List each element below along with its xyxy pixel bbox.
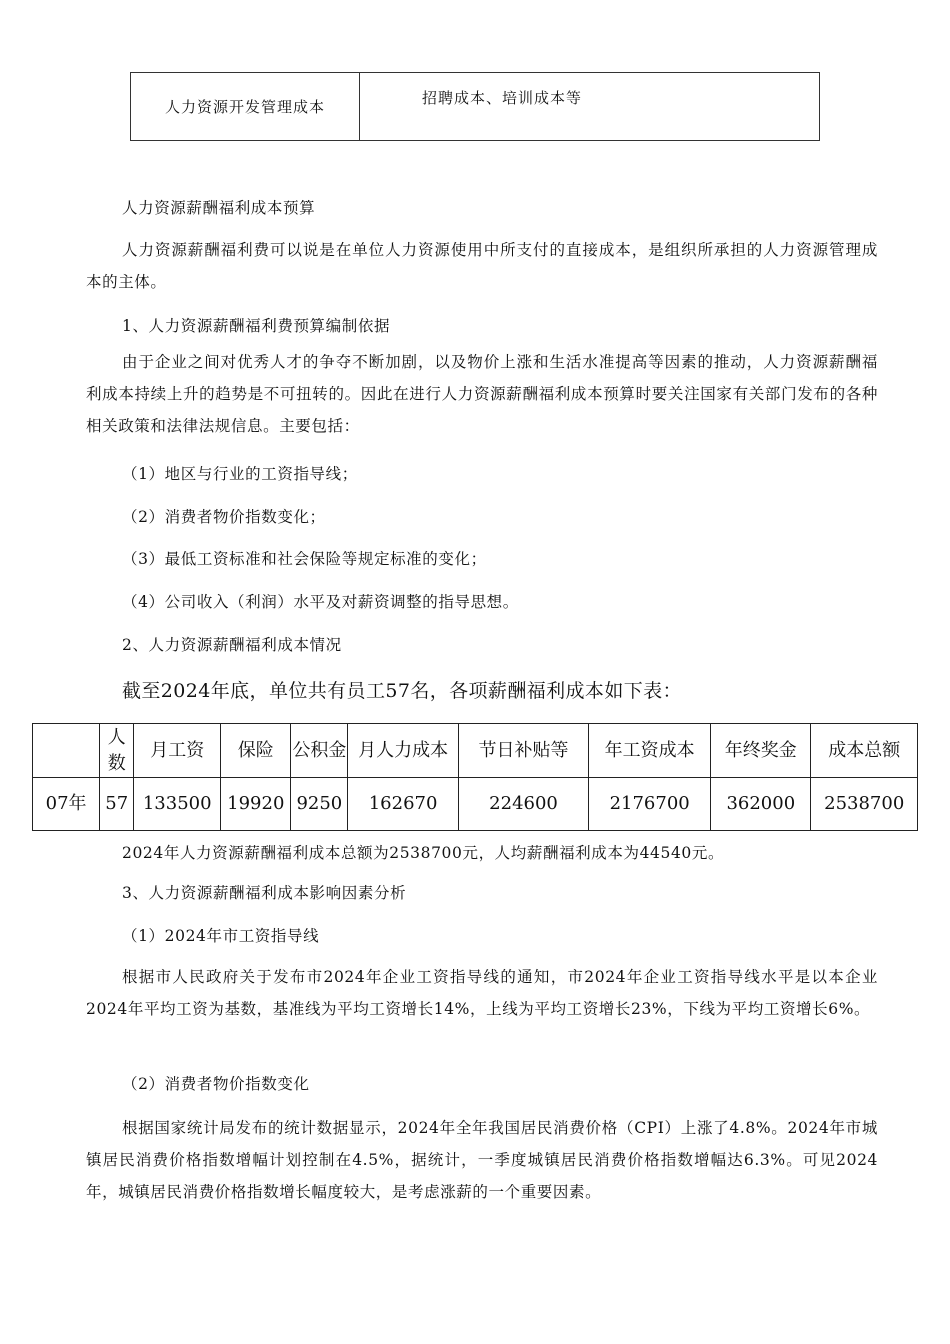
top-cost-table — [130, 72, 820, 141]
cell-headcount: 57 — [100, 778, 134, 831]
heading-1: 1、人力资源薪酬福利费预算编制依据 — [122, 317, 391, 335]
intro-paragraph: 人力资源薪酬福利费可以说是在单位人力资源使用中所支付的直接成本，是组织所承担的人力资源管理成本的主体。 — [86, 241, 878, 291]
header-cell: 公积金 — [291, 724, 348, 778]
cell-total-cost: 2538700 — [811, 778, 918, 831]
section-title: 人力资源薪酬福利成本预算 — [122, 199, 316, 217]
cost-category-label: 人力资源开发管理成本 — [131, 73, 360, 141]
staff-summary-line: 截至2024年底，单位共有员工57名，各项薪酬福利成本如下表： — [122, 680, 682, 702]
header-cell: 年工资成本 — [589, 724, 711, 778]
cpi-paragraph: 根据国家统计局发布的统计数据显示，2024年全年我国居民消费价格（CPI）上涨了4.8%。2024年市城镇居民消费价格指数增幅计划控制在4.5%，据统计，一季度城镇居民消费价格指数增幅达6.3%。可见2024年，城镇居民消费价格指数增长幅度较大，是考虑涨薪的一个重要因素。 — [86, 1119, 878, 1201]
total-cost-line: 2024年人力资源薪酬福利成本总额为2538700元，人均薪酬福利成本为44540元。 — [122, 844, 725, 862]
row-year: 07年 — [33, 778, 100, 831]
cell-monthly-hr-cost: 162670 — [348, 778, 459, 831]
header-cell: 成本总额 — [811, 724, 918, 778]
list-item-1: （1）地区与行业的工资指导线； — [122, 465, 358, 483]
salary-cost-table — [32, 723, 918, 831]
cell-housing-fund: 9250 — [291, 778, 348, 831]
wage-guideline-paragraph: 根据市人民政府关于发布市2024年企业工资指导线的通知，市2024年企业工资指导线水平是以本企业2024年平均工资为基数，基准线为平均工资增长14%，上线为平均工资增长23%，下线为平均工资增长6%。 — [86, 968, 878, 1018]
header-cell — [33, 724, 100, 778]
cell-holiday-subsidy: 224600 — [458, 778, 588, 831]
header-cell: 保险 — [221, 724, 291, 778]
header-cell: 年终奖金 — [711, 724, 811, 778]
heading-2: 2、人力资源薪酬福利成本情况 — [122, 636, 342, 654]
cost-category-value: 招聘成本、培训成本等 — [360, 73, 820, 141]
subheading-wage-guideline: （1）2024年市工资指导线 — [122, 927, 320, 945]
cell-insurance: 19920 — [221, 778, 291, 831]
cell-annual-wage-cost: 2176700 — [589, 778, 711, 831]
list-item-2: （2）消费者物价指数变化； — [122, 508, 326, 526]
list-item-3: （3）最低工资标准和社会保险等规定标准的变化； — [122, 550, 487, 568]
header-cell: 月人力成本 — [348, 724, 459, 778]
header-cell: 人数 — [100, 724, 134, 778]
basis-paragraph: 由于企业之间对优秀人才的争夺不断加剧，以及物价上涨和生活水准提高等因素的推动，人力资源薪酬福利成本持续上升的趋势是不可扭转的。因此在进行人力资源薪酬福利成本预算时要关注国家有关部门发布的各种相关政策和法律法规信息。主要包括： — [86, 353, 878, 435]
table-header-row — [33, 724, 918, 778]
header-cell: 节日补贴等 — [458, 724, 588, 778]
table-row — [33, 778, 918, 831]
cell-year-end-bonus: 362000 — [711, 778, 811, 831]
cell-monthly-wage: 133500 — [134, 778, 221, 831]
heading-3: 3、人力资源薪酬福利成本影响因素分析 — [122, 884, 407, 902]
list-item-4: （4）公司收入（利润）水平及对薪资调整的指导思想。 — [122, 593, 519, 611]
subheading-cpi: （2）消费者物价指数变化 — [122, 1075, 310, 1093]
header-cell: 月工资 — [134, 724, 221, 778]
